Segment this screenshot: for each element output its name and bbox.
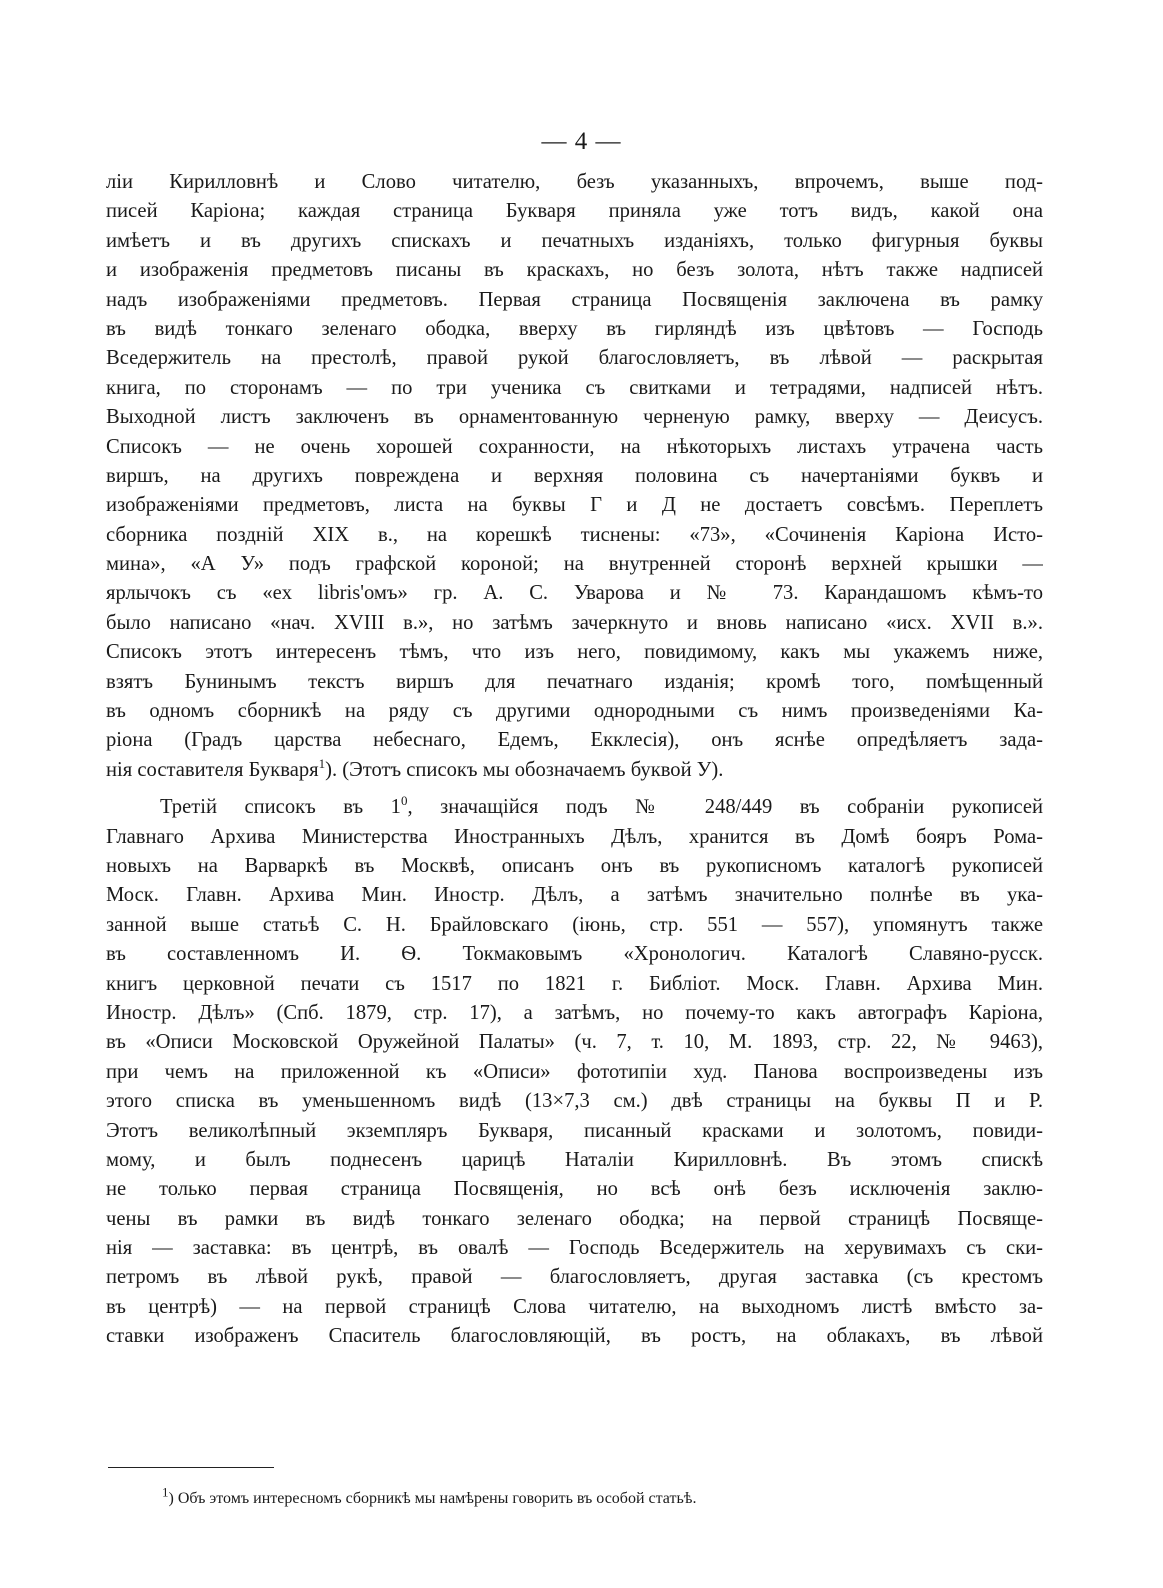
text-line: Выходной листъ заключенъ въ орнаментованную черненую рамку, вверху — Деисусъ.	[106, 406, 1043, 429]
text-line: Списокъ — не очень хорошей сохранности, на нѣкоторыхъ листахъ утрачена часть	[106, 435, 1043, 458]
paragraph-start-prefix: Третій списокъ въ 1	[160, 796, 401, 819]
text-line: ставки изображенъ Спаситель благословляющій, въ ростъ, на облакахъ, въ лѣвой	[106, 1325, 1043, 1348]
text-line: этого списка въ уменьшенномъ видѣ (13×7,3 см.) двѣ страницы на буквы П и Р.	[106, 1090, 1043, 1113]
superscript-zero: 0	[400, 793, 408, 809]
text-line: петромъ въ лѣвой рукѣ, правой — благословляетъ, другая заставка (съ крестомъ	[106, 1266, 1043, 1289]
text-line: книгъ церковной печати съ 1517 по 1821 г. Библіот. Моск. Главн. Архива Мин.	[106, 972, 1043, 995]
text-line: сборника поздній XIX в., на корешкѣ тиснены: «73», «Сочиненія Каріона Исто-	[106, 523, 1043, 546]
text-line: чены въ рамки въ видѣ тонкаго зеленаго ободка; на первой страницѣ Посвяще-	[106, 1207, 1043, 1230]
text-line: въ видѣ тонкаго зеленаго ободка, вверху въ гирляндѣ изъ цвѣтовъ — Господь	[106, 317, 1043, 340]
footnote-ref-prefix: нія составителя Букваря	[106, 758, 319, 781]
text-line: Вседержитель на престолѣ, правой рукой благословляетъ, въ лѣвой — раскрытая	[106, 347, 1043, 370]
text-line: книга, по сторонамъ — по три ученика съ свитками и тетрадями, надписей нѣтъ.	[106, 376, 1043, 399]
text-line: ліи Кирилловнѣ и Слово читателю, безъ указанныхъ, впрочемъ, выше под-	[106, 171, 1043, 193]
text-line: было написано «нач. XVIII в.», но затѣмъ зачеркнуто и вновь написано «исх. XVII в.».	[106, 611, 1043, 634]
text-line: Моск. Главн. Архива Мин. Иностр. Дѣлъ, а затѣмъ значительно полнѣе въ ука-	[106, 884, 1043, 907]
text-line: Этотъ великолѣпный экземпляръ Букваря, писанный красками и золотомъ, повиди-	[106, 1119, 1043, 1142]
text-line: въ составленномъ И. Ѳ. Токмаковымъ «Хронологич. Каталогѣ Славяно-русск.	[106, 943, 1043, 966]
footnote-text: ) Объ этомъ интересномъ сборникѣ мы намѣрены говорить въ особой статьѣ.	[168, 1490, 697, 1507]
text-line: изображеніями предметовъ, листа на буквы Г и Д не достаетъ совсѣмъ. Переплетъ	[106, 494, 1043, 517]
text-line: виршъ, на другихъ повреждена и верхняя половина съ начертаніями буквъ и	[106, 464, 1043, 487]
main-text	[106, 168, 1043, 1352]
text-line: занной выше статьѣ С. Н. Брайловскаго (іюнь, стр. 551 — 557), упомянутъ также	[106, 913, 1043, 936]
text-line: нія — заставка: въ центрѣ, въ овалѣ — Господь Вседержитель на херувимахъ съ ски-	[106, 1237, 1043, 1260]
paragraph-start-line	[106, 793, 1043, 822]
footnote-ref-suffix: ). (Этотъ списокъ мы обозначаемъ буквой У).	[325, 758, 724, 781]
text-line-par-end	[106, 756, 1043, 785]
footnote-marker: 1	[162, 1484, 169, 1500]
text-line: взятъ Бунинымъ текстъ виршъ для печатнаго изданія; кромѣ того, помѣщенный	[106, 670, 1043, 693]
text-line: Списокъ этотъ интересенъ тѣмъ, что изъ него, повидимому, какъ мы укажемъ ниже,	[106, 641, 1043, 664]
text-line: писей Каріона; каждая страница Букваря приняла уже тотъ видъ, какой она	[106, 200, 1043, 223]
text-line: мина», «А У» подъ графской короной; на внутренней сторонѣ верхней крышки —	[106, 553, 1043, 576]
text-line: ярлычокъ съ «ex libris'омъ» гр. А. С. Уварова и № 73. Карандашомъ кѣмъ-то	[106, 582, 1043, 605]
footnote-divider	[108, 1467, 274, 1468]
text-line: имѣетъ и въ другихъ спискахъ и печатныхъ изданіяхъ, только фигурныя буквы	[106, 229, 1043, 252]
page-number: — 4 —	[541, 128, 622, 155]
text-line: Иностр. Дѣлъ» (Спб. 1879, стр. 17), а затѣмъ, но почему-то какъ автографъ Каріона,	[106, 1001, 1043, 1024]
text-line: мому, и былъ поднесенъ царицѣ Наталіи Кирилловнѣ. Въ этомъ спискѣ	[106, 1148, 1043, 1171]
footnote	[162, 1484, 697, 1510]
text-line: въ центрѣ) — на первой страницѣ Слова читателю, на выходномъ листѣ вмѣсто за-	[106, 1295, 1043, 1318]
text-line: надъ изображеніями предметовъ. Первая страница Посвященія заключена въ рамку	[106, 288, 1043, 311]
text-line: Главнаго Архива Министерства Иностранныхъ Дѣлъ, хранится въ Домѣ бояръ Рома-	[106, 825, 1043, 848]
paragraph-start-suffix: , значащійся подъ № 248/449 въ собраніи рукописей	[407, 796, 1043, 819]
text-line: новыхъ на Варваркѣ въ Москвѣ, описанъ онъ въ рукописномъ каталогѣ рукописей	[106, 854, 1043, 877]
text-line: ріона (Градъ царства небеснаго, Едемъ, Екклесія), онъ яснѣе опредѣляетъ зада-	[106, 729, 1043, 752]
text-line: и изображенія предметовъ писаны въ краскахъ, но безъ золота, нѣтъ также надписей	[106, 259, 1043, 282]
text-line: въ одномъ сборникѣ на ряду съ другими однородными съ нимъ произведеніями Ка-	[106, 700, 1043, 723]
text-line: не только первая страница Посвященія, но всѣ онѣ безъ исключенія заклю-	[106, 1178, 1043, 1201]
text-line: при чемъ на приложенной къ «Описи» фототипіи худ. Панова воспроизведены изъ	[106, 1060, 1043, 1083]
footnote-ref-mark: 1	[318, 755, 326, 771]
text-line: въ «Описи Московской Оружейной Палаты» (ч. 7, т. 10, М. 1893, стр. 22, № 9463),	[106, 1031, 1043, 1054]
